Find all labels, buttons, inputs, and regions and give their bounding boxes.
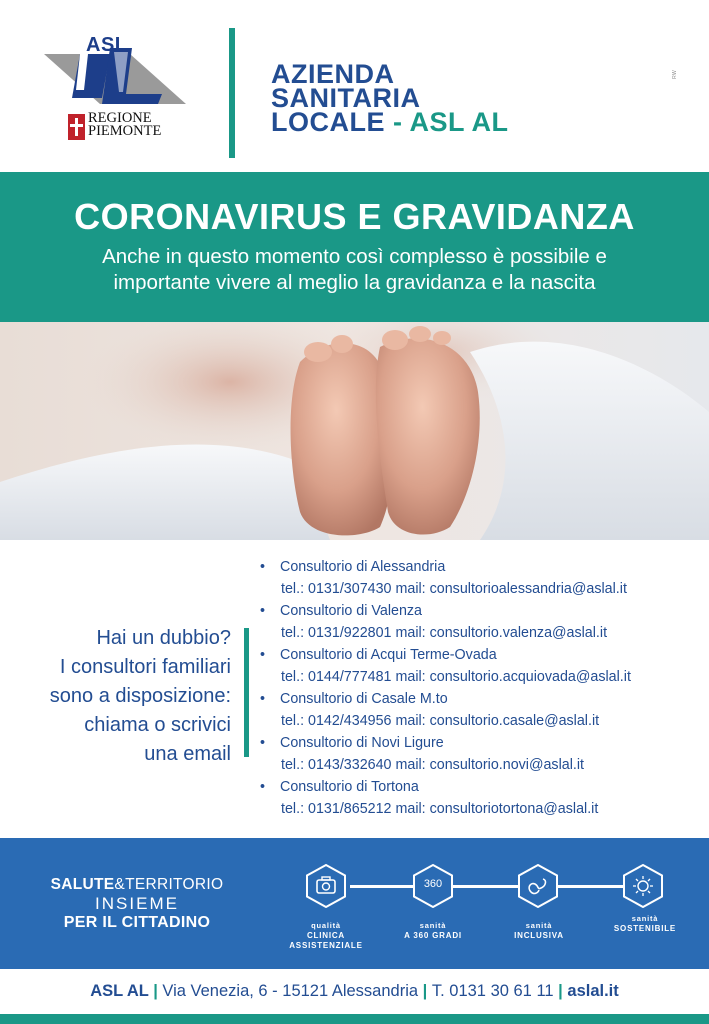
question-bar <box>244 628 249 757</box>
consultorio-contact[interactable]: tel.: 0144/777481 mail: consultorio.acquiovada@aslal.it <box>281 669 631 685</box>
title-band <box>0 172 709 322</box>
footer-phone[interactable]: T. 0131 30 61 11 <box>431 982 554 1000</box>
360-glyph: 360 <box>423 878 443 890</box>
header <box>0 0 709 172</box>
infinity-icon <box>516 864 560 908</box>
icon-caption <box>494 921 584 941</box>
question-line5: una email <box>144 743 231 765</box>
consultorio-contact[interactable]: tel.: 0131/865212 mail: consultoriotortona@aslal.it <box>281 801 599 817</box>
page-title: CORONAVIRUS E GRAVIDANZA <box>74 196 635 237</box>
slogan-insieme: INSIEME <box>95 894 179 913</box>
azienda-line2: SANITARIA <box>271 83 421 113</box>
contacts-list <box>260 556 631 820</box>
baby-feet-illustration <box>0 322 709 540</box>
icon-caption-line2: ASSISTENZIALE <box>289 941 363 950</box>
footer-sep: | <box>153 982 158 1000</box>
icon-caption <box>280 921 372 951</box>
list-item <box>260 776 631 820</box>
consultorio-contact[interactable]: tel.: 0142/434956 mail: consultorio.casale@aslal.it <box>281 713 600 729</box>
icons-connector-line <box>350 885 630 888</box>
azienda-locale: LOCALE <box>271 107 385 137</box>
consultorio-name: • Consultorio di Valenza <box>260 600 631 622</box>
consultorio-contact[interactable]: tel.: 0143/332640 mail: consultorio.novi@aslal.it <box>281 757 585 773</box>
consultorio-name: • Consultorio di Alessandria <box>260 556 631 578</box>
azienda-dash: - <box>385 107 410 137</box>
azienda-title <box>271 59 509 137</box>
360-icon <box>411 864 455 908</box>
list-item <box>260 688 631 732</box>
icon-caption-small: qualità <box>311 921 341 930</box>
subtitle-line1: Anche in questo momento così complesso è possibile e <box>102 245 607 268</box>
footer-org: ASL AL <box>90 982 149 1000</box>
consultorio-contact[interactable]: tel.: 0131/307430 mail: consultorioalessandria@aslal.it <box>281 581 627 597</box>
icon-caption <box>602 914 688 934</box>
icon-caption-small: sanità <box>525 921 553 930</box>
logo-region <box>88 112 161 138</box>
footer-sep: | <box>558 982 563 1000</box>
logo-region-line2: PIEMONTE <box>88 123 162 139</box>
question-line2: I consultori familiari <box>59 656 231 678</box>
list-item <box>260 644 631 688</box>
list-item <box>260 732 631 776</box>
question-line4: chiama o scrivici <box>84 714 231 736</box>
slogan <box>32 876 242 932</box>
piemonte-flag-icon <box>68 114 85 140</box>
consultorio-name: • Consultorio di Acqui Terme-Ovada <box>260 644 631 666</box>
icon-caption-line1: A 360 GRADI <box>404 931 462 940</box>
values-band <box>0 838 709 969</box>
tiny-vertical-text: RW <box>672 70 678 79</box>
slogan-territorio: TERRITORIO <box>125 876 224 893</box>
icon-caption-line1: SOSTENIBILE <box>613 924 677 933</box>
consultorio-name: • Consultorio di Casale M.to <box>260 688 631 710</box>
bottom-strip <box>0 1014 709 1024</box>
icon-caption-line1: INCLUSIVA <box>514 931 564 940</box>
question-block <box>50 624 231 769</box>
slogan-line1 <box>32 876 242 894</box>
slogan-salute: SALUTE <box>50 876 115 893</box>
logo-region-line1: REGIONE <box>88 110 152 126</box>
consultorio-name: • Consultorio di Tortona <box>260 776 631 798</box>
footer <box>0 969 709 1014</box>
icon-caption-small: sanità <box>419 921 447 930</box>
baby-feet-photo <box>0 322 709 540</box>
question-line3: sono a disposizione: <box>49 685 231 707</box>
azienda-line1: AZIENDA <box>271 59 395 89</box>
slogan-amp: & <box>114 876 126 893</box>
list-item <box>260 556 631 600</box>
icon-caption <box>388 921 478 941</box>
subtitle-line2: importante vivere al meglio la gravidanza e la nascita <box>113 271 596 294</box>
icon-caption-line1: CLINICA <box>306 931 346 940</box>
page-subtitle <box>0 244 709 296</box>
footer-site-link[interactable]: aslal.it <box>567 982 619 1000</box>
footer-sep: | <box>422 982 428 1000</box>
footer-address: Via Venezia, 6 - 15121 Alessandria <box>162 982 419 1000</box>
consultorio-name: • Consultorio di Novi Ligure <box>260 732 631 754</box>
icon-caption-small: sanità <box>631 914 659 923</box>
slogan-cittadino: PER IL CITTADINO <box>63 914 211 931</box>
list-item <box>260 600 631 644</box>
sun-icon <box>621 864 665 908</box>
header-divider <box>229 28 235 158</box>
asl-al-logo <box>40 34 200 146</box>
azienda-line3 <box>271 107 509 137</box>
first-aid-kit-icon <box>304 864 348 908</box>
question-line1: Hai un dubbio? <box>96 627 231 649</box>
azienda-asl-al: ASL AL <box>409 107 509 137</box>
consultorio-contact[interactable]: tel.: 0131/922801 mail: consultorio.valenza@aslal.it <box>281 625 608 641</box>
logo-asl-text: ASL <box>86 34 128 56</box>
